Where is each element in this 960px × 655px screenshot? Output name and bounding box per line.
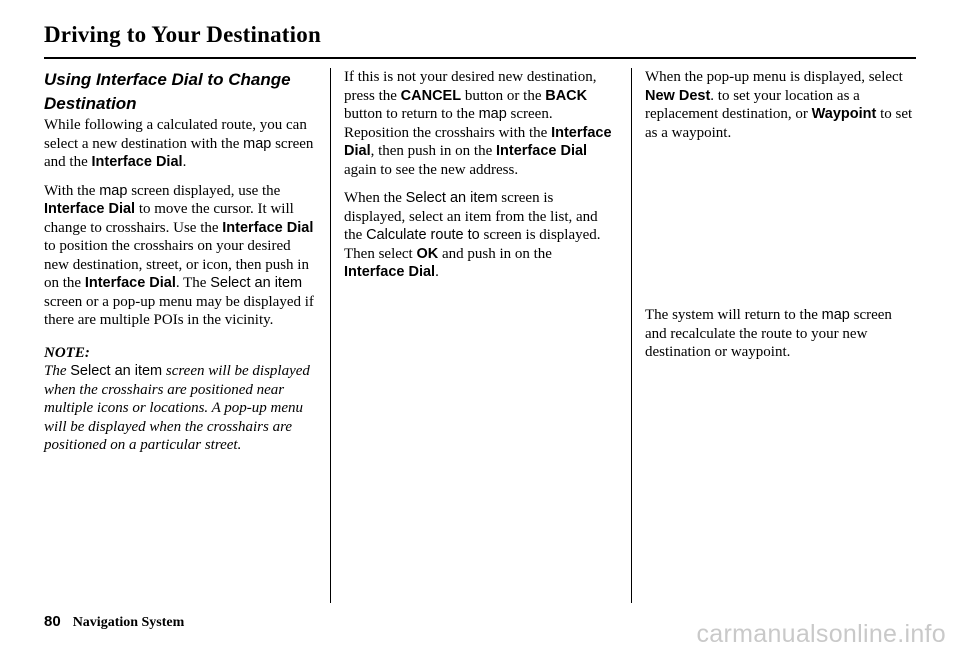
column-2 [344, 68, 616, 292]
note-text: The Select an item screen will be displayed when the crosshairs are positioned near multiple icons or locations. A pop-up menu will be displayed when the crosshairs are positioned on a particular street. [44, 363, 310, 453]
note-label: NOTE: [44, 344, 90, 361]
paragraph-intro: While following a calculated route, you can select a new destination with the map screen and the Interface Dial. [44, 117, 314, 170]
column-divider-2 [631, 68, 632, 603]
header-divider [44, 57, 916, 59]
paragraph-popup-menu: When the pop-up menu is displayed, select New Dest. to set your location as a replacement destination, or Waypoint to set as a waypoint. [645, 69, 913, 141]
column-divider-1 [330, 68, 331, 603]
paragraph-return: The system will return to the map screen and recalculate the route to your new destination or waypoint. [645, 307, 892, 360]
paragraph-select-item: When the Select an item screen is displayed, select an item from the list, and the Calculate route to screen is displayed. Then select OK and push in on the Interface Dial. [344, 190, 601, 280]
page-footer [44, 613, 184, 631]
paragraph-instructions: With the map screen displayed, use the Interface Dial to move the cursor. It will change to crosshairs. Use the Interface Dial to position the crosshairs on your desired new destination, street, or icon, then push in on the Interface Dial. The Select an item screen or a pop-up menu may be displayed if there are multiple POIs in the vicinity. [44, 182, 314, 328]
column-3 [645, 68, 917, 372]
page-title: Driving to Your Destination [44, 22, 321, 47]
section-heading: Using Interface Dial to Change Destination [44, 70, 291, 113]
column-1 [44, 68, 316, 455]
paragraph-cancel: If this is not your desired new destination, press the CANCEL button or the BACK button to return to the map screen. Reposition the crosshairs with the Interface Dial, then push in on the Interface Dial again to see the new address. [344, 69, 612, 178]
page-number: 80 [44, 613, 61, 630]
note-block [44, 344, 316, 455]
watermark: carmanualsonline.info [696, 620, 946, 648]
footer-section: Navigation System [72, 615, 185, 630]
